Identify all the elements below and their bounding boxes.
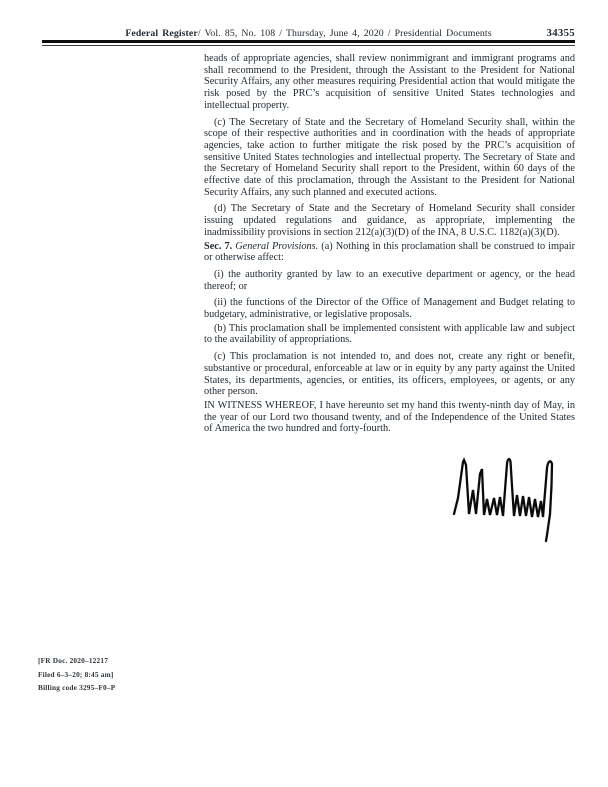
running-head [42,28,575,39]
paragraph-sec6-c: (c) The Secretary of State and the Secretary of Homeland Security shall, within the scope of their respective authorities and in coordination with the heads of appropriate agencies, take action to further mitigate the risk posed by the PRC’s acquisition of sensitive United States technologies and intellectual property. The Secretary of State and the Secretary of Homeland Security shall report to the President, within 60 days of the effective date of this proclamation, through the Assistant to the President for National Security Affairs, any such planned and executed actions. [204,116,575,198]
filed-timestamp: Filed 6–3–20; 8:45 am] [38,669,114,679]
paragraph-sec7-ii: (ii) the functions of the Director of the Office of Management and Budget relating to budgetary, administrative, or legislative proposals. [204,297,575,321]
paragraph-sec7-c: (c) This proclamation is not intended to, and does not, create any right or benefit, substantive or procedural, enforceable at law or in equity by any party against the United States, its departments, agencies, or entities, its officers, employees, or agents, or any other person. [204,351,575,398]
sec7-title: General Provisions. [235,240,319,252]
paragraph-continuation: heads of appropriate agencies, shall review nonimmigrant and immigrant programs and shall recommend to the President, through the Assistant to the President for National Security Affairs, any other measures requiring Presidential action that would mitigate the risk posed by the PRC’s acquisition of sensitive United States technologies and intellectual property. [204,53,575,111]
paragraph-sec7-b: (b) This proclamation shall be implemented consistent with applicable law and subject to the availability of appropriations. [204,322,575,346]
presidential-signature-icon [450,452,572,550]
paragraph-sec7-heading [204,241,575,264]
journal-issue-info: / Vol. 85, No. 108 / Thursday, June 4, 2020 / Presidential Documents [197,28,492,39]
header-rule-thick [42,40,575,43]
page-footer [38,654,115,695]
journal-title: Federal Register [125,28,198,39]
fr-doc-number: [FR Doc. 2020–12217 [38,656,109,665]
paragraph-sec7-i: (i) the authority granted by law to an executive department or agency, or the head thereof; or [204,268,575,292]
billing-code: Billing code 3295–F0–P [38,683,116,693]
sec7-text: (a) Nothing in this proclamation shall be construed to impair or otherwise affect: [204,240,575,264]
paragraph-sec6-d: (d) The Secretary of State and the Secretary of Homeland Security shall consider issuing updated regulations and guidance, as appropriate, implementing the inadmissibility provisions in section 212(a)(3)(D) of the INA, 8 U.S.C. 1182(a)(3)(D). [204,203,575,238]
sec7-label: Sec. 7. [204,240,233,252]
paragraph-witness-clause: IN WITNESS WHEREOF, I have hereunto set my hand this twenty-ninth day of May, in the year of our Lord two thousand twenty, and of the Independence of the United States of America the two hundred and forty-fourth. [204,399,575,435]
document-body [204,53,575,435]
page-number: 34355 [546,27,575,39]
page-header [42,28,575,40]
header-rule-thin [42,45,575,46]
